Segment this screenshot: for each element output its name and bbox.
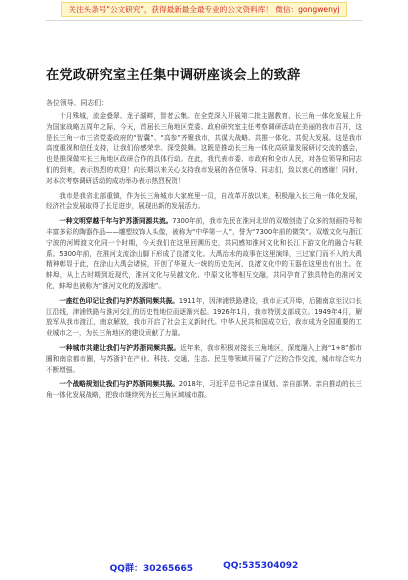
footer	[0, 561, 408, 573]
promo-banner: 关注头条号"公文研究"，获得最新最全最专业的公文资料库！ 微信：gongwenyj	[61, 2, 346, 17]
paragraph-text: 2018年，习近平总书记亲自谋划、亲自部署、亲自推动的长三角一体化发展战略，把我市继续列为长三角区域城市群。	[46, 380, 362, 400]
paragraph-lead: 一种文明穿越千年与沪苏浙同源共流。	[59, 217, 173, 226]
footer-qq-group: QQ群：30265665	[109, 564, 194, 574]
paragraph-text: 我市是我省北部重镇，作为长三角城市大家庭里一员，自改革开放以来，积极融入长三角一体化发展，经济社会发展取得了长足进步，展现出新的发展活力。	[46, 191, 362, 211]
document-body	[46, 111, 362, 405]
paragraph	[46, 216, 362, 292]
paragraph-lead: 一座红色印记让我们与沪苏浙同频共振。	[59, 296, 179, 305]
paragraph-text: 近年来，我市积极对接长三角地区，深度融入上海“1+8”都市圈和南京都市圈，与苏浙沪在产业、科技、交通、生态、民生等领域开展了广泛的合作交流，城市综合实力不断增强。	[46, 343, 363, 374]
paragraph	[46, 296, 362, 339]
paragraph	[46, 191, 362, 213]
footer-qq: QQ:535304092	[223, 561, 299, 571]
paragraph	[46, 343, 362, 375]
paragraph-text: 7300年前，我市先民在淮河北岸的双墩创造了众多的刻画符号和丰富多彩的陶器作品——雕塑纹饰人头像，被称为“中华第一人”，誉为“7300年前的微笑”。双墩文化与浙江宁波的河姆渡文化同一个时期，今天我们在这里回溯历史，共同感知淮河文化和长江下游文化的融合与联系。5300年前，在淮河支流涂山脚下形成了良渚文化。大禹治水的故事在这里演绎，三过家门而不入的大禹精神彰显于此，在涂山大禹会诸侯，开创了华夏大一统的历史先河，良渚文化中的玉器在这里也有出土。在蚌埠，从上古时期到近现代，淮河文化与吴越文化、中原文化等相互交融，共同孕育了独具特色的淮河文化，蚌埠也被称为“淮河文化的发源地”。	[46, 217, 363, 290]
salutation: 各位领导、同志们：	[46, 99, 109, 107]
paragraph-text: 十月殊城，流金叠翠、龙子湖畔，智者云集。在全党深入开展第二批主题教育、长三角一体化发展上升为国家战略五周年之际，今天，首届长三角地区党委、政府研究室主任考察调研活动在美丽的我市召开，这是长三角一市三省党委政府的“智囊”、“高参”齐聚我市，共谋大战略、共推一体化、共促大发展。这是我市高度重视和信任支持，让我们倍感荣幸、深受鼓舞。这既是推动长三角一体化高质量发展研讨交流的盛会，也是推深做实长三角地区政研合作的具体行动。在此，我代表市委、市政府和全市人民，对各位领导和同志们的到来，表示热烈的欢迎！向长期以来关心支持我市发展的各位领导、同志们，致以衷心的感谢！同时，对本次考察调研活动的成功举办表示热烈祝贺！	[46, 112, 362, 185]
header-divider	[46, 20, 362, 21]
paragraph-lead: 一个战略规划让我们与沪苏浙同频共振。	[59, 380, 179, 389]
paragraph-lead: 一种城市共建让我们与沪苏浙同频共振。	[59, 343, 181, 352]
paragraph	[46, 379, 362, 401]
paragraph-text: 1911年，因津浦铁路建设，我市正式开埠，后随南京至汉口长江沿线，津浦铁路与淮河交汇的历史性地位而逐渐兴起。1926年1月，我市特别支部成立。1949年4月，解放军从我市渡江，南京解放，我市开启了社会主义新时代。中华人民共和国成立后，我市成为全国重要的工业城市之一，为长三角地区的建设贡献了力量。	[46, 296, 362, 338]
document-title: 在党政研究室主任集中调研座谈会上的致辞	[46, 68, 301, 83]
paragraph	[46, 111, 362, 187]
promo-banner-bar	[0, 0, 408, 18]
